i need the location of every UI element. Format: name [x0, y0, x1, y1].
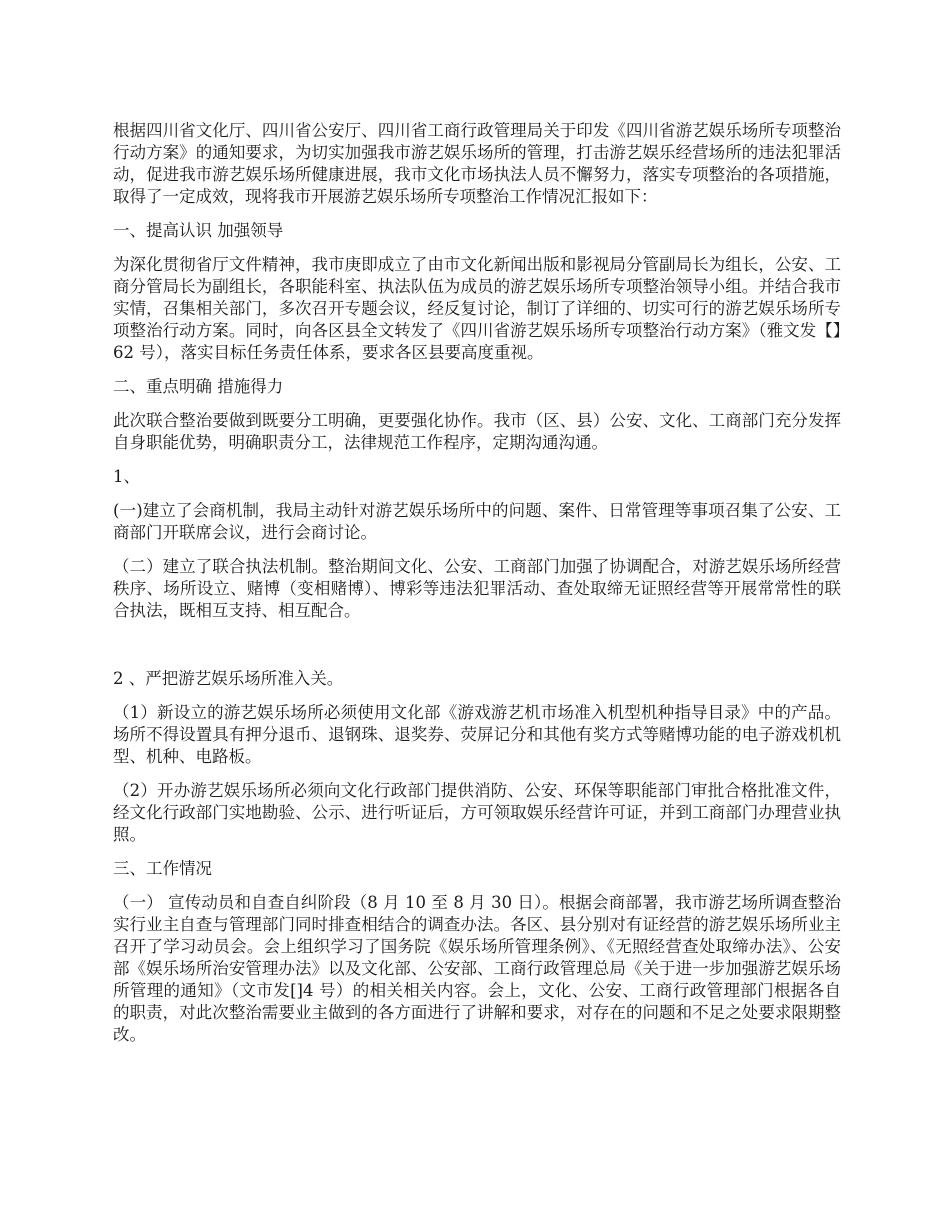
section-3-body: （一） 宣传动员和自查自纠阶段（8 月 10 至 8 月 30 日）。根据会商部署，我市游艺场所调查整治实行业主自查与管理部门同时排查相结合的调查办法。各区、县分别对有证经营的游艺娱乐场所业主召开了学习动员会。会上组织学习了国务院《娱乐场所管理条例》、《无照经营查处取缔办法》、公安部《娱乐场所治安管理办法》以及文化部、公安部、工商行政管理总局《关于进一步加强游艺娱乐场所管理的通知》（文市发[]4 号）的相关相关内容。会上，文化、公安、工商行政管理部门根据各自的职责，对此次整治需要业主做到的各方面进行了讲解和要求，对存在的问题和不足之处要求限期整改。 [113, 893, 841, 1044]
section-1-heading: 一、提高认识 加强领导 [113, 221, 284, 240]
item-2-subpoint-2: （2）开办游艺娱乐场所必须向文化行政部门提供消防、公安、环保等职能部门审批合格批准文件，经文化行政部门实地勘验、公示、进行听证后，方可领取娱乐经营许可证，并到工商部门办理营业执照。 [113, 781, 841, 844]
item-1-label: 1、 [113, 467, 140, 486]
item-2-subpoint-1: （1）新设立的游艺娱乐场所必须使用文化部《游戏游艺机市场准入机型机种指导目录》中的产品。场所不得设置具有押分退币、退钢珠、退奖券、荧屏记分和其他有奖方式等赌博功能的电子游戏机机型、机种、电路板。 [113, 703, 841, 766]
section-2-body: 此次联合整治要做到既要分工明确，更要强化协作。我市（区、县）公安、文化、工商部门充分发挥自身职能优势，明确职责分工，法律规范工作程序，定期沟通沟通。 [113, 411, 841, 452]
item-1-subpoint-2: （二）建立了联合执法机制。整治期间文化、公安、工商部门加强了协调配合，对游艺娱乐场所经营秩序、场所设立、赌博（变相赌博）、博彩等违法犯罪活动、查处取缔无证照经营等开展常常性的联合执法，既相互支持、相互配合。 [113, 557, 841, 620]
item-1-subpoint-1: (一)建立了会商机制，我局主动针对游艺娱乐场所中的问题、案件、日常管理等事项召集了公安、工商部门开联席会议，进行会商讨论。 [113, 501, 841, 542]
intro-paragraph: 根据四川省文化厅、四川省公安厅、四川省工商行政管理局关于印发《四川省游艺娱乐场所专项整治行动方案》的通知要求，为切实加强我市游艺娱乐场所的管理，打击游艺娱乐经营场所的违法犯罪活动，促进我市游艺娱乐场所健康进展，我市文化市场执法人员不懈努力，落实专项整治的各项措施，取得了一定成效，现将我市开展游艺娱乐场所专项整治工作情况汇报如下： [113, 121, 841, 206]
section-3-heading: 三、工作情况 [113, 859, 212, 878]
document-page [113, 120, 841, 1058]
item-2-heading: 2 、严把游艺娱乐场所准入关。 [113, 669, 344, 688]
section-1-body: 为深化贯彻省厅文件精神，我市庚即成立了由市文化新闻出版和影视局分管副局长为组长，公安、工商分管局长为副组长，各职能科室、执法队伍为成员的游艺娱乐场所专项整治领导小组。并结合我市实情，召集相关部门，多次召开专题会议，经反复讨论，制订了详细的、切实可行的游艺娱乐场所专项整治行动方案。同时，向各区县全文转发了《四川省游艺娱乐场所专项整治行动方案》（雅文发【】62 号），落实目标任务责任体系，要求各区县要高度重视。 [113, 255, 841, 362]
section-2-heading: 二、重点明确 措施得力 [113, 377, 284, 396]
blank-spacer [113, 634, 841, 668]
